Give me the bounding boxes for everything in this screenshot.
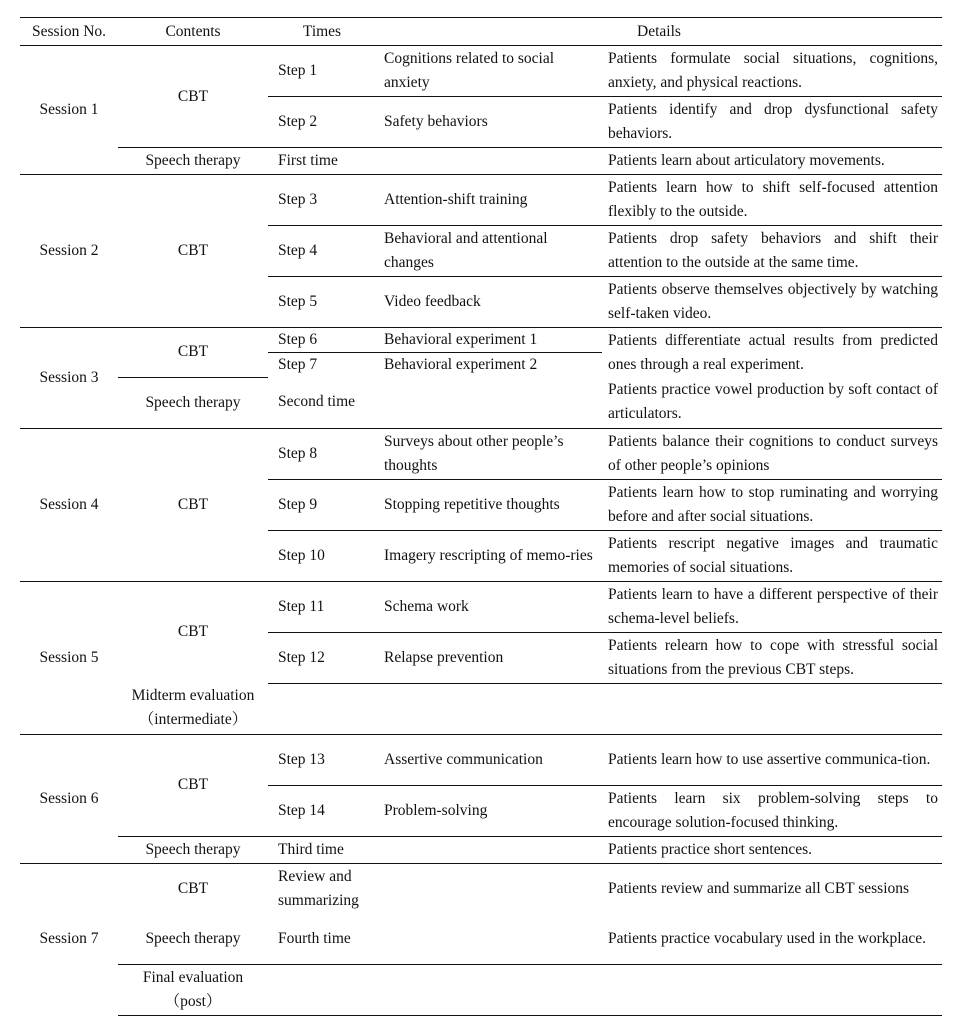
session-label: Session 2	[20, 175, 118, 328]
content-midterm	[118, 683, 268, 734]
step-detail: Patients drop safety behaviors and shift their attention to the outside at the same time.	[602, 226, 942, 277]
time-label: Fourth time	[278, 929, 351, 947]
speech-detail: Patients practice short sentences.	[602, 836, 942, 863]
empty-cell	[268, 683, 376, 734]
session-label: Session 5	[20, 581, 118, 734]
table-row	[20, 428, 942, 479]
step-title: Assertive communication	[376, 734, 602, 785]
review-line-2: summarizing	[278, 891, 359, 909]
table-row	[20, 175, 942, 226]
step-title: Surveys about other people’s thoughts	[376, 428, 602, 479]
step-title: Cognitions related to social anxiety	[384, 50, 555, 91]
speech-detail: Patients learn about articulatory movements.	[602, 148, 942, 175]
time-label: Third time	[268, 836, 376, 863]
header-times: Times	[268, 18, 376, 46]
step-number: Step 11	[268, 581, 376, 632]
step-number: Step 14	[268, 785, 376, 836]
step-title: Schema work	[376, 581, 602, 632]
table-row	[20, 46, 942, 97]
step-number: Step 8	[268, 428, 376, 479]
step-number: Step 9	[268, 479, 376, 530]
review-line-1: Review and	[278, 867, 352, 885]
step-detail: Patients learn six problem-solving steps to encourage solution-focused thinking.	[602, 785, 942, 836]
step-title: Behavioral and attentional changes	[376, 226, 602, 277]
time-label: First time	[268, 148, 376, 175]
empty-cell	[376, 914, 602, 965]
content-speech: Speech therapy	[118, 836, 268, 863]
session-label: Session 6	[20, 734, 118, 863]
step-number: Step 10	[268, 530, 376, 581]
content-final	[118, 964, 268, 1015]
table-row	[20, 581, 942, 632]
table-row	[20, 863, 942, 914]
header-session: Session No.	[20, 18, 118, 46]
time-label: Second time	[278, 393, 356, 411]
step-number: Step 7	[268, 353, 376, 378]
session-label: Session 4	[20, 428, 118, 581]
step-detail: Patients learn how to use assertive communica-tion.	[602, 734, 942, 785]
content-speech: Speech therapy	[118, 377, 268, 428]
table-row	[20, 328, 942, 353]
step-title: Behavioral experiment 2	[376, 353, 602, 378]
step-title: Safety behaviors	[376, 97, 602, 148]
step-number: Step 5	[268, 277, 376, 328]
table-row	[20, 148, 942, 175]
step-detail: Patients formulate social situations, cognitions, anxiety, and physical reactions.	[608, 50, 938, 91]
content-cbt: CBT	[118, 863, 268, 914]
step-detail: Patients differentiate actual results from predicted ones through a real experiment.	[602, 328, 942, 378]
content-speech: Speech therapy	[118, 148, 268, 175]
step-detail: Patients observe themselves objectively by watching self-taken video.	[602, 277, 942, 328]
step-detail: Patients learn how to shift self-focused attention flexibly to the outside.	[602, 175, 942, 226]
content-speech: Speech therapy	[145, 929, 241, 947]
empty-cell	[376, 683, 602, 734]
midterm-line-2: （intermediate）	[138, 711, 248, 729]
empty-cell	[376, 863, 602, 914]
step-title: Imagery rescripting of memo-ries	[376, 530, 602, 581]
empty-cell	[376, 377, 602, 428]
content-cbt: CBT	[118, 734, 268, 836]
session-label: Session 3	[20, 328, 118, 429]
step-title: Behavioral experiment 1	[376, 328, 602, 353]
empty-cell	[602, 683, 942, 734]
content-cbt: CBT	[118, 428, 268, 581]
header-contents: Contents	[118, 18, 268, 46]
empty-cell	[376, 836, 602, 863]
step-number: Step 4	[268, 226, 376, 277]
header-details: Details	[376, 18, 942, 46]
step-detail: Patients identify and drop dysfunctional safety behaviors.	[602, 97, 942, 148]
session-table	[20, 17, 942, 1016]
final-line-2: （post）	[164, 992, 222, 1010]
step-detail: Patients learn to have a different perspective of their schema-level beliefs.	[602, 581, 942, 632]
step-title: Stopping repetitive thoughts	[376, 479, 602, 530]
step-number: Step 2	[268, 97, 376, 148]
table-row	[20, 377, 942, 428]
step-title: Attention-shift training	[376, 175, 602, 226]
step-number: Step 1	[278, 62, 318, 79]
midterm-line-1: Midterm evaluation	[131, 687, 255, 705]
session-label: Session 1	[39, 101, 99, 118]
step-title: Relapse prevention	[376, 632, 602, 683]
empty-cell	[376, 964, 602, 1015]
step-detail: Patients balance their cognitions to conduct surveys of other people’s opinions	[602, 428, 942, 479]
speech-detail: Patients practice vowel production by soft contact of articulators.	[608, 381, 938, 423]
empty-cell	[268, 964, 376, 1015]
table-row	[20, 683, 942, 734]
content-cbt: CBT	[118, 175, 268, 328]
review-label	[268, 863, 376, 914]
table-row	[20, 964, 942, 1015]
step-title: Video feedback	[376, 277, 602, 328]
step-number: Step 13	[268, 734, 376, 785]
speech-detail: Patients practice vocabulary used in the workplace.	[608, 929, 927, 947]
empty-cell	[376, 148, 602, 175]
step-detail: Patients learn how to stop ruminating and worrying before and after social situations.	[602, 479, 942, 530]
empty-cell	[602, 964, 942, 1015]
table-row	[20, 836, 942, 863]
step-detail: Patients relearn how to cope with stressful social situations from the previous CBT steps.	[602, 632, 942, 683]
review-detail: Patients review and summarize all CBT sessions	[602, 863, 942, 914]
session-label: Session 7	[20, 863, 118, 1015]
content-cbt: CBT	[118, 581, 268, 683]
step-title: Problem-solving	[376, 785, 602, 836]
step-number: Step 12	[268, 632, 376, 683]
table-row	[20, 914, 942, 965]
content-cbt: CBT	[118, 328, 268, 378]
step-number: Step 3	[268, 175, 376, 226]
table-row	[20, 734, 942, 785]
final-line-1: Final evaluation	[142, 968, 244, 986]
content-cbt: CBT	[177, 87, 209, 105]
step-number: Step 6	[268, 328, 376, 353]
header-row	[20, 18, 942, 46]
step-detail: Patients rescript negative images and traumatic memories of social situations.	[602, 530, 942, 581]
